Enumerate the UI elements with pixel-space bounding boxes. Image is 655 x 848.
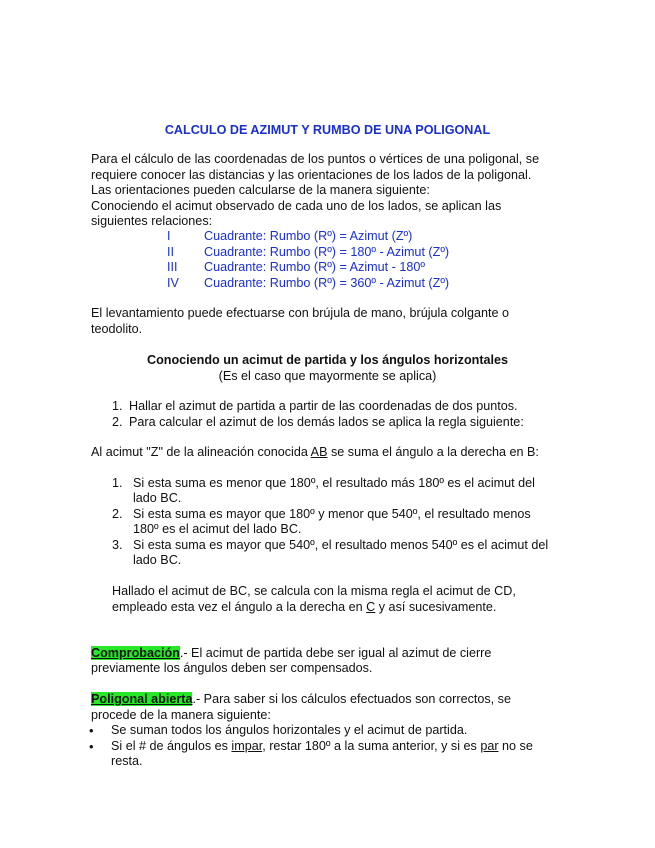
step-number: 2. bbox=[112, 415, 123, 429]
quadrant-num: I bbox=[167, 229, 171, 243]
check-line-1 bbox=[91, 646, 491, 661]
quadrant-num: III bbox=[167, 260, 178, 274]
survey-line-2: teodolito. bbox=[91, 322, 143, 336]
survey-line-1: El levantamiento puede efectuarse con brújula de mano, brújula colgante o bbox=[91, 306, 509, 320]
found-pre: empleado esta vez el ángulo a la derecha en bbox=[112, 600, 367, 614]
b2-post: no se bbox=[498, 739, 533, 753]
b2-impar: impar bbox=[231, 739, 263, 753]
quadrant-relation: Cuadrante: Rumbo (Rº) = Azimut (Zº) bbox=[204, 229, 413, 243]
b2-par: par bbox=[480, 739, 499, 753]
found-post: y así sucesivamente. bbox=[375, 600, 497, 614]
case-line-1: Si esta suma es menor que 180º, el resultado más 180º es el acimut del bbox=[133, 476, 535, 490]
bullet-icon: • bbox=[89, 723, 94, 738]
rule-post: se suma el ángulo a la derecha en B: bbox=[327, 445, 539, 459]
found-line-2 bbox=[112, 600, 496, 615]
open-text: .- Para saber si los cálculos efectuados son correctos, se bbox=[192, 692, 511, 706]
step-number: 1. bbox=[112, 399, 123, 413]
quadrant-num: II bbox=[167, 245, 174, 259]
quadrant-relation: Cuadrante: Rumbo (Rº) = Azimut - 180º bbox=[204, 260, 425, 274]
quadrant-relation: Cuadrante: Rumbo (Rº) = 360º - Azimut (Zº) bbox=[204, 276, 450, 290]
rule-ab: AB bbox=[310, 445, 328, 459]
bullet-icon: • bbox=[89, 739, 94, 754]
check-line-2: previamente los ángulos deben ser compensados. bbox=[91, 661, 373, 675]
case-line-2: lado BC. bbox=[133, 553, 182, 567]
case-line-1: Si esta suma es mayor que 540º, el resultado menos 540º es el acimut del bbox=[133, 538, 549, 552]
b2-pre: Si el # de ángulos es bbox=[111, 739, 232, 753]
bullet-item: Se suman todos los ángulos horizontales y el acimut de partida. bbox=[111, 723, 468, 737]
intro-line-2: requiere conocer las distancias y las orientaciones de los lados de la poligonal. bbox=[91, 168, 532, 182]
bullet-item bbox=[111, 739, 533, 754]
rule-pre: Al acimut "Z" de la alineación conocida bbox=[91, 445, 311, 459]
case-line-1: Si esta suma es mayor que 180º y menor que 540º, el resultado menos bbox=[133, 507, 531, 521]
found-line-1: Hallado el acimut de BC, se calcula con la misma regla el acimut de CD, bbox=[112, 584, 516, 598]
b2-mid: , restar 180º a la suma anterior, y si es bbox=[262, 739, 481, 753]
step-text: Para calcular el azimut de los demás lados se aplica la regla siguiente: bbox=[129, 415, 524, 429]
bullet-item-cont: resta. bbox=[111, 754, 143, 768]
step-text: Hallar el azimut de partida a partir de las coordenadas de dos puntos. bbox=[129, 399, 518, 413]
check-text: .- El acimut de partida debe ser igual al azimut de cierre bbox=[179, 646, 492, 660]
section-heading: Conociendo un acimut de partida y los ángulos horizontales bbox=[146, 353, 509, 367]
intro-line-4: Conociendo el acimut observado de cada uno de los lados, se aplican las bbox=[91, 199, 502, 213]
section-subheading: (Es el caso que mayormente se aplica) bbox=[218, 369, 437, 383]
intro-line-1: Para el cálculo de las coordenadas de los puntos o vértices de una poligonal, se bbox=[91, 152, 540, 166]
check-label: Comprobación bbox=[91, 646, 180, 660]
open-line-1 bbox=[91, 692, 511, 707]
case-number: 3. bbox=[112, 538, 123, 552]
page-title: CALCULO DE AZIMUT Y RUMBO DE UNA POLIGONAL bbox=[164, 123, 491, 137]
open-label: Poligonal abierta bbox=[91, 692, 193, 706]
case-line-2: lado BC. bbox=[133, 491, 182, 505]
intro-line-3: Las orientaciones pueden calcularse de la manera siguiente: bbox=[91, 183, 430, 197]
quadrant-relation: Cuadrante: Rumbo (Rº) = 180º - Azimut (Zº) bbox=[204, 245, 450, 259]
open-line-2: procede de la manera siguiente: bbox=[91, 708, 271, 722]
case-number: 2. bbox=[112, 507, 123, 521]
case-line-2: 180º es el acimut del lado BC. bbox=[133, 522, 302, 536]
intro-line-5: siguientes relaciones: bbox=[91, 214, 213, 228]
quadrant-num: IV bbox=[167, 276, 179, 290]
found-c: C bbox=[366, 600, 376, 614]
case-number: 1. bbox=[112, 476, 123, 490]
rule-line bbox=[91, 445, 539, 460]
